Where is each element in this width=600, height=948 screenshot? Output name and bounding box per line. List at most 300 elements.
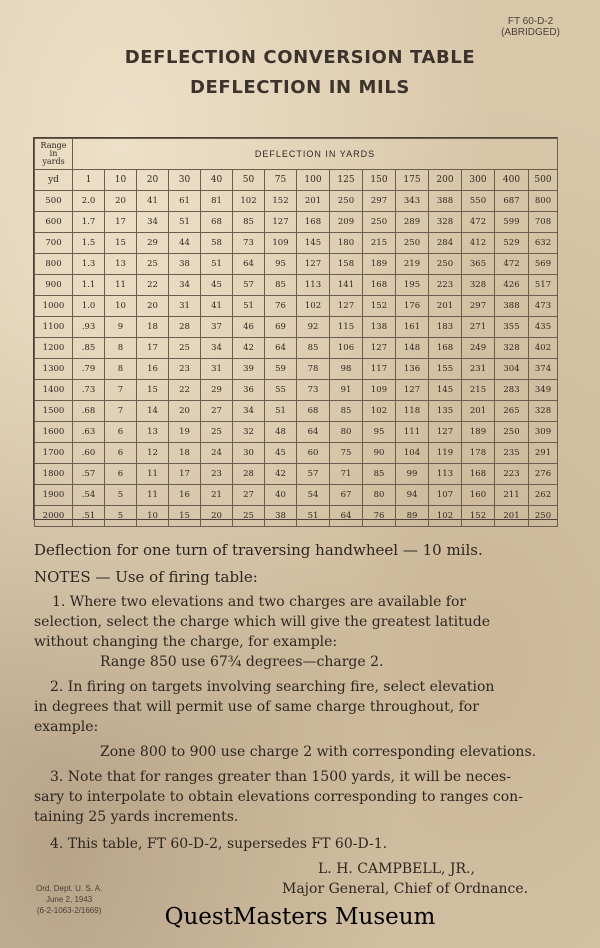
mils-cell: 92 <box>297 317 330 338</box>
mils-cell: 250 <box>529 506 558 527</box>
mils-cell: 168 <box>429 338 462 359</box>
mils-cell: 115 <box>330 317 363 338</box>
museum-watermark: QuestMasters Museum <box>164 904 436 930</box>
mils-cell: 20 <box>105 191 137 212</box>
notes-heading: NOTES — Use of firing table: <box>34 568 258 586</box>
form-number-code: FT 60-D-2 <box>507 16 554 27</box>
mils-cell: 28 <box>169 317 201 338</box>
mils-cell: 145 <box>429 380 462 401</box>
form-number <box>501 16 560 38</box>
table-row <box>35 338 558 359</box>
mils-cell: 48 <box>265 422 297 443</box>
mils-cell: 95 <box>265 254 297 275</box>
table-row <box>35 296 558 317</box>
mils-cell: 5 <box>105 506 137 527</box>
deflection-yards-cell: 400 <box>495 170 529 191</box>
deflection-yards-cell: 20 <box>137 170 169 191</box>
mils-cell: 98 <box>330 359 363 380</box>
mils-cell: 38 <box>169 254 201 275</box>
deflection-yards-cell: 100 <box>297 170 330 191</box>
mils-cell: 90 <box>363 443 396 464</box>
mils-cell: 64 <box>265 338 297 359</box>
mils-cell: 85 <box>363 464 396 485</box>
mils-cell: 283 <box>495 380 529 401</box>
mils-cell: 127 <box>396 380 429 401</box>
mils-cell: 102 <box>233 191 265 212</box>
mils-cell: 599 <box>495 212 529 233</box>
table-row <box>35 359 558 380</box>
range-cell: 1300 <box>35 359 73 380</box>
mils-cell: 180 <box>330 233 363 254</box>
mils-cell: 38 <box>265 506 297 527</box>
ordnance-stamp-line: June 2, 1943 <box>45 895 93 904</box>
mils-cell: 78 <box>297 359 330 380</box>
mils-cell: 304 <box>495 359 529 380</box>
mils-cell: 9 <box>105 317 137 338</box>
deflection-yards-cell: 50 <box>233 170 265 191</box>
mils-cell: 201 <box>429 296 462 317</box>
mils-cell: 328 <box>495 338 529 359</box>
mils-cell: 57 <box>297 464 330 485</box>
mils-cell: 106 <box>330 338 363 359</box>
mils-cell: 27 <box>201 401 233 422</box>
mils-cell: 250 <box>363 212 396 233</box>
note-2-line-2: in degrees that will permit use of same charge throughout, for <box>34 699 479 715</box>
mils-cell: 18 <box>137 317 169 338</box>
mils-cell: 80 <box>330 422 363 443</box>
units-label: yd <box>35 170 73 191</box>
mils-cell: 291 <box>529 443 558 464</box>
mils-cell: 22 <box>169 380 201 401</box>
mils-cell: 67 <box>330 485 363 506</box>
mils-cell: 472 <box>462 212 495 233</box>
mils-cell: 289 <box>396 212 429 233</box>
mils-cell: 168 <box>462 464 495 485</box>
mils-cell: 20 <box>137 296 169 317</box>
mils-cell: 6 <box>105 443 137 464</box>
mils-cell: 1.1 <box>73 275 105 296</box>
mils-cell: 14 <box>137 401 169 422</box>
mils-cell: 85 <box>330 401 363 422</box>
mils-cell: 11 <box>137 464 169 485</box>
deflection-yards-cell: 10 <box>105 170 137 191</box>
range-header <box>35 139 73 170</box>
mils-cell: 55 <box>265 380 297 401</box>
note-1-example: Range 850 use 67¾ degrees—charge 2. <box>100 654 384 670</box>
mils-cell: 13 <box>137 422 169 443</box>
mils-cell: 76 <box>265 296 297 317</box>
mils-cell: 102 <box>363 401 396 422</box>
mils-cell: 176 <box>396 296 429 317</box>
mils-cell: 54 <box>297 485 330 506</box>
mils-cell: 57 <box>233 275 265 296</box>
mils-cell: 160 <box>462 485 495 506</box>
mils-cell: 435 <box>529 317 558 338</box>
mils-cell: 201 <box>495 506 529 527</box>
units-row <box>35 170 558 191</box>
mils-cell: 60 <box>297 443 330 464</box>
range-cell: 900 <box>35 275 73 296</box>
mils-cell: 64 <box>297 422 330 443</box>
deflection-yards-cell: 150 <box>363 170 396 191</box>
mils-cell: 529 <box>495 233 529 254</box>
mils-cell: 195 <box>396 275 429 296</box>
mils-cell: 138 <box>363 317 396 338</box>
range-cell: 1900 <box>35 485 73 506</box>
mils-cell: 136 <box>396 359 429 380</box>
mils-cell: 25 <box>201 422 233 443</box>
mils-cell: 1.3 <box>73 254 105 275</box>
note-4: 4. This table, FT 60-D-2, supersedes FT 60-D-1. <box>50 836 388 852</box>
mils-cell: 71 <box>330 464 363 485</box>
range-cell: 1200 <box>35 338 73 359</box>
mils-cell: 113 <box>297 275 330 296</box>
table-row <box>35 233 558 254</box>
mils-cell: 388 <box>495 296 529 317</box>
mils-cell: 51 <box>169 212 201 233</box>
mils-cell: 73 <box>297 380 330 401</box>
mils-cell: 113 <box>429 464 462 485</box>
mils-cell: 51 <box>233 296 265 317</box>
table-row <box>35 464 558 485</box>
mils-cell: 168 <box>363 275 396 296</box>
mils-cell: 235 <box>495 443 529 464</box>
mils-cell: 118 <box>396 401 429 422</box>
mils-cell: .51 <box>73 506 105 527</box>
mils-cell: 68 <box>297 401 330 422</box>
range-header-line: yards <box>42 157 65 166</box>
mils-cell: 7 <box>105 401 137 422</box>
range-header-line: in <box>49 149 58 158</box>
mils-cell: 250 <box>495 422 529 443</box>
mils-cell: 73 <box>233 233 265 254</box>
mils-cell: 31 <box>169 296 201 317</box>
mils-cell: 472 <box>495 254 529 275</box>
mils-cell: 328 <box>429 212 462 233</box>
range-cell: 700 <box>35 233 73 254</box>
mils-cell: 127 <box>363 338 396 359</box>
mils-cell: 284 <box>429 233 462 254</box>
mils-cell: 91 <box>330 380 363 401</box>
table-row <box>35 485 558 506</box>
mils-cell: 569 <box>529 254 558 275</box>
mils-cell: 127 <box>429 422 462 443</box>
mils-cell: .60 <box>73 443 105 464</box>
mils-cell: 104 <box>396 443 429 464</box>
mils-cell: 141 <box>330 275 363 296</box>
mils-cell: 17 <box>137 338 169 359</box>
mils-cell: 29 <box>137 233 169 254</box>
mils-cell: 41 <box>201 296 233 317</box>
range-cell: 1400 <box>35 380 73 401</box>
mils-cell: 45 <box>201 275 233 296</box>
mils-cell: 39 <box>233 359 265 380</box>
table-row <box>35 422 558 443</box>
mils-cell: 51 <box>201 254 233 275</box>
mils-cell: 18 <box>169 443 201 464</box>
handwheel-note: Deflection for one turn of traversing handwheel — 10 mils. <box>34 541 483 559</box>
ordnance-stamp-line: Ord. Dept. U. S. A. <box>36 884 103 893</box>
range-cell: 1100 <box>35 317 73 338</box>
mils-cell: 687 <box>495 191 529 212</box>
mils-cell: 41 <box>137 191 169 212</box>
mils-cell: 34 <box>137 212 169 233</box>
mils-cell: 27 <box>233 485 265 506</box>
mils-cell: 127 <box>297 254 330 275</box>
range-cell: 2000 <box>35 506 73 527</box>
mils-cell: 44 <box>169 233 201 254</box>
mils-cell: 17 <box>169 464 201 485</box>
mils-cell: 6 <box>105 464 137 485</box>
mils-cell: 10 <box>137 506 169 527</box>
mils-cell: 1.0 <box>73 296 105 317</box>
mils-cell: 16 <box>137 359 169 380</box>
mils-cell: 189 <box>462 422 495 443</box>
mils-cell: 127 <box>265 212 297 233</box>
mils-cell: 20 <box>201 506 233 527</box>
mils-cell: 119 <box>429 443 462 464</box>
mils-cell: 145 <box>297 233 330 254</box>
mils-cell: 6 <box>105 422 137 443</box>
range-cell: 600 <box>35 212 73 233</box>
mils-cell: 223 <box>429 275 462 296</box>
mils-cell: 365 <box>462 254 495 275</box>
note-3-line-1: 3. Note that for ranges greater than 1500 yards, it will be neces- <box>50 769 511 785</box>
note-3-line-2: sary to interpolate to obtain elevations corresponding to ranges con- <box>34 789 523 805</box>
mils-cell: 215 <box>462 380 495 401</box>
mils-cell: 250 <box>330 191 363 212</box>
mils-cell: 328 <box>462 275 495 296</box>
mils-cell: 99 <box>396 464 429 485</box>
mils-cell: 276 <box>529 464 558 485</box>
mils-cell: 64 <box>233 254 265 275</box>
mils-cell: 152 <box>265 191 297 212</box>
mils-cell: 51 <box>265 401 297 422</box>
mils-cell: .63 <box>73 422 105 443</box>
mils-cell: 355 <box>495 317 529 338</box>
table-row <box>35 212 558 233</box>
range-cell: 1600 <box>35 422 73 443</box>
deflection-yards-cell: 1 <box>73 170 105 191</box>
title-line-2: DEFLECTION IN MILS <box>190 77 410 98</box>
mils-cell: 250 <box>396 233 429 254</box>
mils-cell: 5 <box>105 485 137 506</box>
mils-cell: 20 <box>169 401 201 422</box>
mils-cell: 708 <box>529 212 558 233</box>
mils-cell: 15 <box>105 233 137 254</box>
mils-cell: 127 <box>330 296 363 317</box>
deflection-yards-cell: 300 <box>462 170 495 191</box>
mils-cell: .57 <box>73 464 105 485</box>
mils-cell: 59 <box>265 359 297 380</box>
deflection-yards-cell: 30 <box>169 170 201 191</box>
range-cell: 1800 <box>35 464 73 485</box>
table-row <box>35 317 558 338</box>
mils-cell: 22 <box>137 275 169 296</box>
note-1-line-1: 1. Where two elevations and two charges are available for <box>52 594 467 610</box>
table-row <box>35 254 558 275</box>
mils-cell: 102 <box>429 506 462 527</box>
mils-cell: 69 <box>265 317 297 338</box>
mils-cell: 89 <box>396 506 429 527</box>
mils-cell: 152 <box>363 296 396 317</box>
range-cell: 1000 <box>35 296 73 317</box>
mils-cell: 219 <box>396 254 429 275</box>
mils-cell: 223 <box>495 464 529 485</box>
deflection-yards-cell: 175 <box>396 170 429 191</box>
mils-cell: 7 <box>105 380 137 401</box>
mils-cell: 473 <box>529 296 558 317</box>
mils-cell: 148 <box>396 338 429 359</box>
mils-cell: .54 <box>73 485 105 506</box>
mils-cell: 309 <box>529 422 558 443</box>
mils-cell: 189 <box>363 254 396 275</box>
mils-cell: 94 <box>396 485 429 506</box>
mils-cell: 374 <box>529 359 558 380</box>
mils-cell: 25 <box>137 254 169 275</box>
mils-cell: 412 <box>462 233 495 254</box>
mils-cell: 201 <box>297 191 330 212</box>
note-3-line-3: taining 25 yards increments. <box>34 809 239 825</box>
mils-cell: 632 <box>529 233 558 254</box>
mils-cell: 85 <box>297 338 330 359</box>
mils-cell: 107 <box>429 485 462 506</box>
mils-cell: 517 <box>529 275 558 296</box>
mils-cell: 58 <box>201 233 233 254</box>
mils-cell: 80 <box>363 485 396 506</box>
mils-cell: 23 <box>169 359 201 380</box>
mils-cell: 45 <box>265 443 297 464</box>
table-row <box>35 380 558 401</box>
mils-cell: 158 <box>330 254 363 275</box>
mils-cell: 46 <box>233 317 265 338</box>
mils-cell: 28 <box>233 464 265 485</box>
mils-cell: 42 <box>233 338 265 359</box>
mils-cell: 23 <box>201 464 233 485</box>
mils-cell: 168 <box>297 212 330 233</box>
mils-cell: 61 <box>169 191 201 212</box>
mils-cell: 262 <box>529 485 558 506</box>
deflection-table-frame <box>33 137 558 520</box>
mils-cell: 402 <box>529 338 558 359</box>
range-cell: 1700 <box>35 443 73 464</box>
table-row <box>35 401 558 422</box>
table-row <box>35 275 558 296</box>
mils-cell: 211 <box>495 485 529 506</box>
mils-cell: 215 <box>363 233 396 254</box>
mils-cell: 31 <box>201 359 233 380</box>
mils-cell: 37 <box>201 317 233 338</box>
mils-cell: 11 <box>105 275 137 296</box>
mils-cell: 64 <box>330 506 363 527</box>
mils-cell: 426 <box>495 275 529 296</box>
mils-cell: 109 <box>265 233 297 254</box>
table-row <box>35 191 558 212</box>
form-number-qualifier: (ABRIDGED) <box>501 27 560 38</box>
mils-cell: 271 <box>462 317 495 338</box>
mils-cell: 34 <box>233 401 265 422</box>
range-cell: 800 <box>35 254 73 275</box>
mils-cell: 155 <box>429 359 462 380</box>
deflection-yards-cell: 75 <box>265 170 297 191</box>
mils-cell: 75 <box>330 443 363 464</box>
deflection-table <box>34 138 558 527</box>
mils-cell: 10 <box>105 296 137 317</box>
mils-cell: 76 <box>363 506 396 527</box>
mils-cell: 178 <box>462 443 495 464</box>
deflection-header: DEFLECTION IN YARDS <box>73 139 558 170</box>
mils-cell: 15 <box>137 380 169 401</box>
mils-cell: 13 <box>105 254 137 275</box>
mils-cell: 161 <box>396 317 429 338</box>
table-row <box>35 443 558 464</box>
mils-cell: 8 <box>105 359 137 380</box>
note-2-line-3: example: <box>34 719 99 735</box>
mils-cell: 17 <box>105 212 137 233</box>
mils-cell: 85 <box>265 275 297 296</box>
note-2-example: Zone 800 to 900 use charge 2 with corresponding elevations. <box>100 744 537 760</box>
mils-cell: 388 <box>429 191 462 212</box>
mils-cell: 183 <box>429 317 462 338</box>
mils-cell: 2.0 <box>73 191 105 212</box>
mils-cell: 231 <box>462 359 495 380</box>
mils-cell: 265 <box>495 401 529 422</box>
mils-cell: 15 <box>169 506 201 527</box>
mils-cell: 81 <box>201 191 233 212</box>
range-cell: 1500 <box>35 401 73 422</box>
mils-cell: 152 <box>462 506 495 527</box>
mils-cell: 29 <box>201 380 233 401</box>
mils-cell: 297 <box>363 191 396 212</box>
range-header-line: Range <box>40 141 67 150</box>
ordnance-stamp-line: (6-2-1063-2/1669) <box>36 906 102 915</box>
mils-cell: 249 <box>462 338 495 359</box>
mils-cell: 40 <box>265 485 297 506</box>
mils-cell: 349 <box>529 380 558 401</box>
mils-cell: 95 <box>363 422 396 443</box>
mils-cell: 135 <box>429 401 462 422</box>
mils-cell: .93 <box>73 317 105 338</box>
mils-cell: 550 <box>462 191 495 212</box>
table-row <box>35 506 558 527</box>
mils-cell: 12 <box>137 443 169 464</box>
mils-cell: 36 <box>233 380 265 401</box>
mils-cell: 34 <box>169 275 201 296</box>
mils-cell: 201 <box>462 401 495 422</box>
mils-cell: 30 <box>233 443 265 464</box>
mils-cell: 51 <box>297 506 330 527</box>
mils-cell: 8 <box>105 338 137 359</box>
deflection-yards-cell: 40 <box>201 170 233 191</box>
mils-cell: 25 <box>233 506 265 527</box>
deflection-yards-cell: 500 <box>529 170 558 191</box>
table-header-row <box>35 139 558 170</box>
mils-cell: 24 <box>201 443 233 464</box>
mils-cell: .68 <box>73 401 105 422</box>
mils-cell: .85 <box>73 338 105 359</box>
mils-cell: .73 <box>73 380 105 401</box>
mils-cell: 250 <box>429 254 462 275</box>
mils-cell: 68 <box>201 212 233 233</box>
mils-cell: 800 <box>529 191 558 212</box>
mils-cell: 109 <box>363 380 396 401</box>
mils-cell: 21 <box>201 485 233 506</box>
signature-title: Major General, Chief of Ordnance. <box>282 881 529 897</box>
mils-cell: 11 <box>137 485 169 506</box>
mils-cell: 111 <box>396 422 429 443</box>
mils-cell: 343 <box>396 191 429 212</box>
title-line-1: DEFLECTION CONVERSION TABLE <box>124 47 476 68</box>
